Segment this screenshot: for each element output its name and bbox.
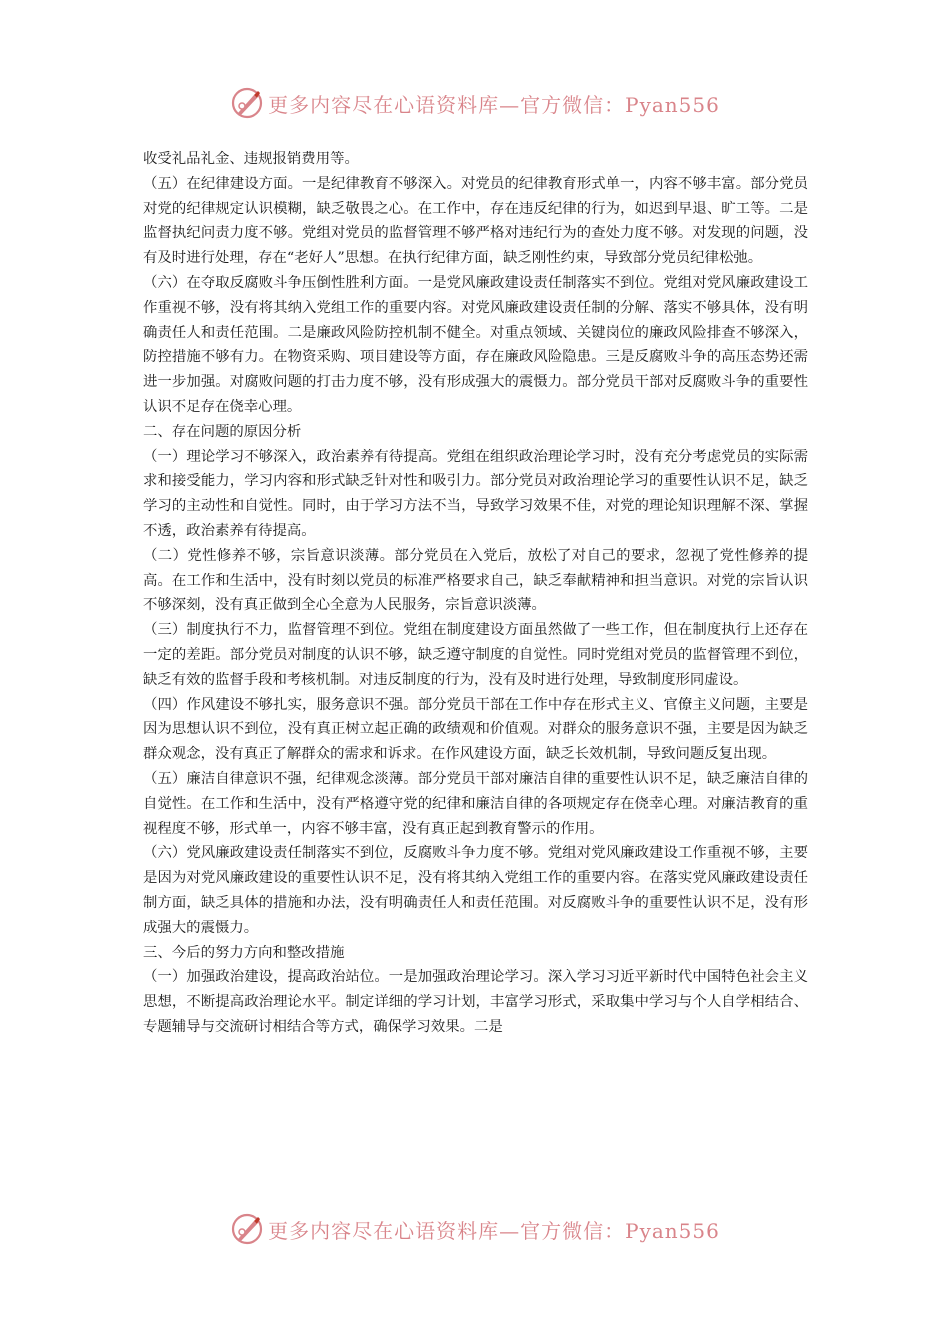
document-body bbox=[143, 147, 808, 1040]
paragraph: （一）加强政治建设，提高政治站位。一是加强政治理论学习。深入学习习近平新时代中国特色社会主义思想，不断提高政治理论水平。制定详细的学习计划，丰富学习形式，采取集中学习与个人自学相结合、专题辅导与交流研讨相结合等方式，确保学习效果。二是 bbox=[143, 969, 808, 1035]
section-heading: 三、今后的努力方向和整改措施 bbox=[143, 944, 345, 961]
paragraph: （五）在纪律建设方面。一是纪律教育不够深入。对党员的纪律教育形式单一，内容不够丰富。部分党员对党的纪律规定认识模糊，缺乏敬畏之心。在工作中，存在违反纪律的行为，如迟到早退、旷工等。二是监督执纪问责力度不够。党组对党员的监督管理不够严格对违纪行为的查处力度不够。对发现的问题，没有及时进行处理，存在“老好人”思想。在执行纪律方面，缺乏刚性约束，导致部分党员纪律松弛。 bbox=[143, 175, 808, 267]
paragraph: （五）廉洁自律意识不强，纪律观念淡薄。部分党员干部对廉洁自律的重要性认识不足，缺乏廉洁自律的自觉性。在工作和生活中，没有严格遵守党的纪律和廉洁自律的各项规定存在侥幸心理。对廉洁教育的重视程度不够，形式单一，内容不够丰富，没有真正起到教育警示的作用。 bbox=[143, 770, 808, 837]
paragraph: （二）党性修养不够，宗旨意识淡薄。部分党员在入党后，放松了对自己的要求，忽视了党性修养的提高。在工作和生活中，没有时刻以党员的标准严格要求自己，缺乏奉献精神和担当意识。对党的宗旨认识不够深刻，没有真正做到全心全意为人民服务，宗旨意识淡薄。 bbox=[143, 547, 808, 614]
paragraph: （六）在夺取反腐败斗争压倒性胜利方面。一是党风廉政建设责任制落实不到位。党组对党风廉政建设工作重视不够，没有将其纳入党组工作的重要内容。对党风廉政建设责任制的分解、落实不够具体，没有明确责任人和责任范围。二是廉政风险防控机制不健全。对重点领域、关键岗位的廉政风险排查不够深入，防控措施不够有力。在物资采购、项目建设等方面，存在廉政风险隐患。三是反腐败斗争的高压态势还需进一步加强。对腐败问题的打击力度不够，没有形成强大的震慑力。部分党员干部对反腐败斗争的重要性认识不足存在侥幸心理。 bbox=[143, 274, 808, 415]
paragraph: （四）作风建设不够扎实，服务意识不强。部分党员干部在工作中存在形式主义、官僚主义问题，主要是因为思想认识不到位，没有真正树立起正确的政绩观和价值观。对群众的服务意识不强，主要是因为缺乏群众观念，没有真正了解群众的需求和诉求。在作风建设方面，缺乏长效机制，导致问题反复出现。 bbox=[143, 696, 808, 763]
paragraph: （六）党风廉政建设责任制落实不到位，反腐败斗争力度不够。党组对党风廉政建设工作重视不够，主要是因为对党风廉政建设的重要性认识不足，没有将其纳入党组工作的重要内容。在落实党风廉政建设责任制方面，缺乏具体的措施和办法，没有明确责任人和责任范围。对反腐败斗争的重要性认识不足，没有形成强大的震慑力。 bbox=[143, 845, 808, 936]
pen-logo-icon bbox=[230, 86, 264, 120]
watermark-text: 更多内容尽在心语资料库—官方微信：Pyan556 bbox=[268, 1218, 720, 1243]
paragraph: 收受礼品礼金、违规报销费用等。 bbox=[143, 151, 359, 167]
section-heading: 二、存在问题的原因分析 bbox=[143, 423, 302, 440]
paragraph: （三）制度执行不力，监督管理不到位。党组在制度建设方面虽然做了一些工作，但在制度执行上还存在一定的差距。部分党员对制度的认识不够，缺乏遵守制度的自觉性。同时党组对党员的监督管理不到位，缺乏有效的监督手段和考核机制。对违反制度的行为，没有及时进行处理，导致制度形同虚设。 bbox=[143, 622, 808, 688]
paragraph: （一）理论学习不够深入，政治素养有待提高。党组在组织政治理论学习时，没有充分考虑党员的实际需求和接受能力，学习内容和形式缺乏针对性和吸引力。部分党员对政治理论学习的重要性认识不足，缺乏学习的主动性和自觉性。同时，由于学习方法不当，导致学习效果不佳，对党的理论知识理解不深、掌握不透，政治素养有待提高。 bbox=[143, 448, 808, 539]
watermark-text: 更多内容尽在心语资料库—官方微信：Pyan556 bbox=[268, 92, 720, 117]
watermark-banner-bottom bbox=[0, 1209, 950, 1249]
watermark-banner-top bbox=[0, 83, 950, 123]
pen-logo-icon bbox=[230, 1212, 264, 1246]
